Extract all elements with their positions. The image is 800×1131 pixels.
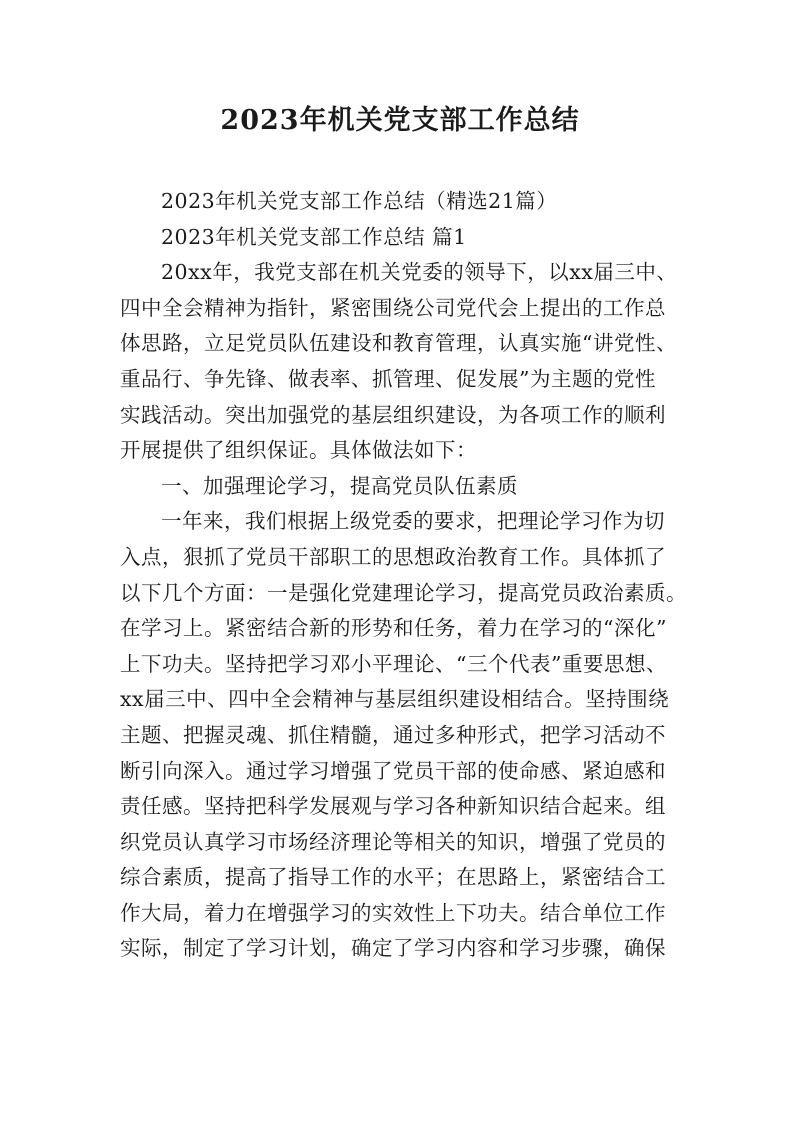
paragraph-line: 实际，制定了学习计划，确定了学习内容和学习步骤，确保 bbox=[120, 936, 666, 961]
paragraph-line: 织党员认真学习市场经济理论等相关的知识，增强了党员的 bbox=[120, 829, 666, 854]
paragraph-line: 实践活动。突出加强党的基层组织建设，为各项工作的顺利 bbox=[120, 402, 666, 427]
paragraph-line: 主题、把握灵魂、抓住精髓，通过多种形式，把学习活动不 bbox=[120, 722, 666, 747]
paragraph-first-line: 一年来，我们根据上级党委的要求，把理论学习作为切 bbox=[161, 509, 665, 534]
paragraph-line: 四中全会精神为指针，紧密围绕公司党代会上提出的工作总 bbox=[120, 295, 666, 320]
document-body bbox=[120, 184, 690, 967]
paragraph-line: 开展提供了组织保证。具体做法如下： bbox=[120, 438, 477, 463]
paragraph-line: 以下几个方面：一是强化党建理论学习，提高党员政治素质。 bbox=[120, 580, 687, 605]
paragraph-line: 体思路，立足党员队伍建设和教育管理，认真实施“讲党性、 bbox=[120, 331, 677, 356]
paragraph-first-line: 一、加强理论学习，提高党员队伍素质 bbox=[161, 473, 518, 498]
paragraph-line: 入点，狠抓了党员干部职工的思想政治教育工作。具体抓了 bbox=[120, 544, 666, 569]
paragraph-first-line: 2023年机关党支部工作总结 篇1 bbox=[161, 224, 467, 249]
paragraph-first-line: 20xx年，我党支部在机关党委的领导下，以xx届三中、 bbox=[161, 260, 678, 285]
paragraph-first-line: 2023年机关党支部工作总结（精选21篇） bbox=[161, 189, 558, 213]
paragraph-line: 在学习上。紧密结合新的形势和任务，着力在学习的“深化” bbox=[120, 616, 667, 641]
paragraph-line: 断引向深入。通过学习增强了党员干部的使命感、紧迫感和 bbox=[120, 758, 666, 783]
paragraph-line: 重品行、争先锋、做表率、抓管理、促发展”为主题的党性 bbox=[120, 366, 656, 391]
paragraph-line: 综合素质，提高了指导工作的水平；在思路上，紧密结合工 bbox=[120, 865, 666, 890]
paragraph-line: 上下功夫。坚持把学习邓小平理论、“三个代表”重要思想、 bbox=[120, 651, 667, 676]
paragraph-line: 作大局，着力在增强学习的实效性上下功夫。结合单位工作 bbox=[120, 900, 666, 925]
paragraph-line: xx届三中、四中全会精神与基层组织建设相结合。坚持围绕 bbox=[120, 687, 670, 712]
paragraph-line: 责任感。坚持把科学发展观与学习各种新知识结合起来。组 bbox=[120, 794, 666, 819]
document-title: 2023年机关党支部工作总结 bbox=[220, 105, 580, 136]
